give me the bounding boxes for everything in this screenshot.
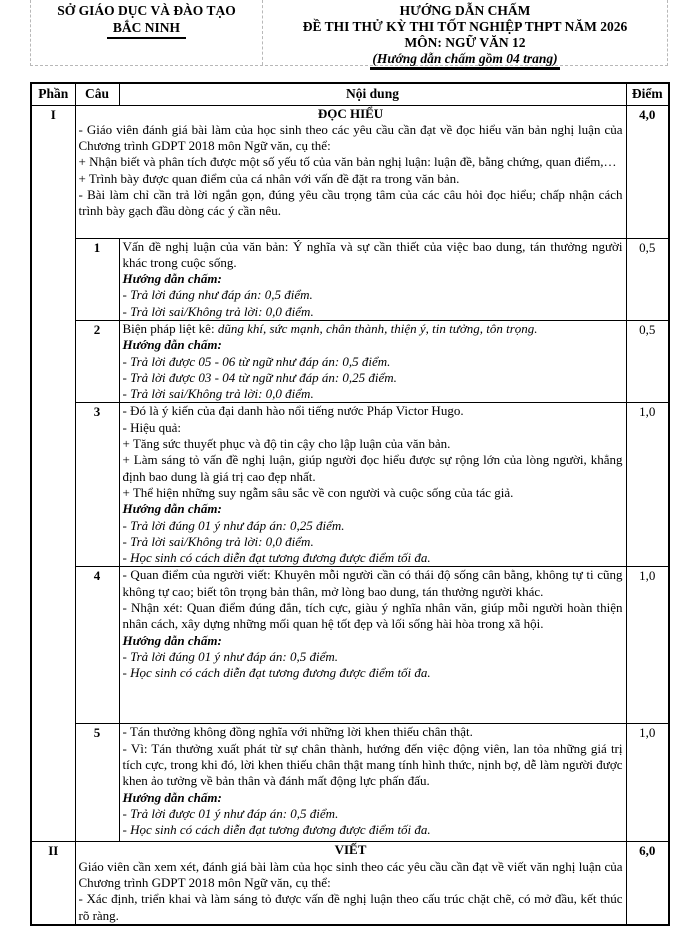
grading-guide-line: - Trả lời sai/Không trả lời: 0,0 điểm. <box>122 533 314 549</box>
section2-paragraph: - Xác định, triển khai và làm sáng tỏ được vấn đề nghị luận theo cấu trúc chặt chẽ, có mở đầu, kết thúc rõ ràng. <box>78 891 623 923</box>
grading-guide-label: Hướng dẫn chấm: <box>122 271 222 287</box>
question2-answer-lead: Biện pháp liệt kê: <box>122 320 218 336</box>
grading-guide-label: Hướng dẫn chấm: <box>122 632 222 648</box>
issuer-province: BẮC NINH <box>107 20 186 39</box>
rubric-table <box>30 82 670 926</box>
question3-number: 3 <box>75 403 119 567</box>
question2-points: 0,5 <box>626 320 669 402</box>
grading-guide-line: - Học sinh có cách diễn đạt tương đương được điểm tối đa. <box>122 822 431 838</box>
question5-answer: - Vì: Tán thưởng xuất phát từ sự chân thành, hướng đến việc động viên, lan tỏa những giá trị tích cực, trong khi đó, lời khen thiếu chân thật mang tính hình thức, nịnh bợ, dễ làm người được khen ảo tưởng về bản thân và đánh mất động lực phấn đấu. <box>122 740 623 789</box>
question4-row <box>31 567 669 724</box>
grading-guide-line: - Trả lời được 05 - 06 từ ngữ như đáp án: 0,5 điểm. <box>122 353 391 369</box>
question4-answer: - Quan điểm của người viết: Khuyên mỗi người cần có thái độ sống cân bằng, không tự ti cũng không tự cao; biết tôn trọng bản thân, mở lòng bao dung, tán thưởng người khác. <box>122 567 623 599</box>
grading-guide-line: - Học sinh có cách diễn đạt tương đương được điểm tối đa. <box>122 665 431 681</box>
question4-number: 4 <box>75 567 119 724</box>
question2-answer-list: dũng khí, sức mạnh, chân thành, thiện ý, tin tưởng, tôn trọng. <box>217 320 538 336</box>
grading-guide-line: - Trả lời được 03 - 04 từ ngữ như đáp án: 0,25 điểm. <box>122 369 397 385</box>
section1-paragraph: - Bài làm chỉ cần trả lời ngắn gọn, đúng yêu cầu trọng tâm của các câu hỏi đọc hiểu; chấp nhận cách trình bày gạch đầu dòng các ý cần nêu. <box>78 186 623 219</box>
section2-title: VIẾT <box>334 842 367 858</box>
question4-answer: - Nhận xét: Quan điểm đúng đắn, tích cực, giàu ý nghĩa nhân văn, giúp mỗi người hoàn thiện nhân cách, xây dựng những mối quan hệ tốt đẹp và lối sống hài hòa trong xã hội. <box>122 600 623 632</box>
section1-title: ĐỌC HIỂU <box>317 105 384 121</box>
question5-number: 5 <box>75 724 119 842</box>
exam-title: ĐỀ THI THỬ KỲ THI TỐT NGHIỆP THPT NĂM 2026 <box>302 19 628 34</box>
grading-guide-line: - Trả lời đúng 01 ý như đáp án: 0,25 điểm. <box>122 517 345 533</box>
section2-points: 6,0 <box>626 842 669 925</box>
section1-paragraph: + Nhận biết và phân tích được một số yếu tố của văn bản nghị luận: luận đề, bằng chứng, quan điểm,… <box>78 154 617 170</box>
section2-paragraph: Giáo viên cần xem xét, đánh giá bài làm của học sinh theo các yêu cầu cần đạt về viết văn nghị luận của Chương trình GDPT 2018 môn Ngữ văn, cụ thể: <box>78 858 623 891</box>
letterhead-issuer <box>31 0 263 65</box>
question1-content-cell <box>119 238 626 320</box>
col-header-content: Nội dung <box>119 83 626 105</box>
section1-points: 4,0 <box>626 105 669 238</box>
col-header-part: Phần <box>31 83 75 105</box>
letterhead <box>30 0 668 66</box>
grading-guide-line: - Trả lời được 01 ý như đáp án: 0,5 điểm. <box>122 805 339 821</box>
section2-part-label: II <box>31 842 75 925</box>
grading-guide-label: Hướng dẫn chấm: <box>122 337 222 353</box>
grading-guide-line: - Trả lời đúng như đáp án: 0,5 điểm. <box>122 287 313 303</box>
grading-guide-line: - Trả lời sai/Không trả lời: 0,0 điểm. <box>122 386 314 402</box>
grading-guide-label: Hướng dẫn chấm: <box>122 789 222 805</box>
question4-content-cell <box>119 567 626 724</box>
question1-answer: Vấn đề nghị luận của văn bản: Ý nghĩa và sự cần thiết của việc bao dung, tán thưởng người khác trong cuộc sống. <box>122 238 623 270</box>
section1-row <box>31 105 669 238</box>
section1-paragraph: - Giáo viên đánh giá bài làm của học sinh theo các yêu cầu cần đạt về đọc hiểu văn bản nghị luận của Chương trình GDPT 2018 môn Ngữ văn, cụ thể: <box>78 121 623 154</box>
letterhead-title-block <box>263 0 667 65</box>
grading-guide-line: - Trả lời sai/Không trả lời: 0,0 điểm. <box>122 303 314 319</box>
page-count-note: (Hướng dẫn chấm gồm 04 trang) <box>370 51 559 70</box>
section2-row <box>31 842 669 925</box>
question5-points: 1,0 <box>626 724 669 842</box>
subject-title: MÔN: NGỮ VĂN 12 <box>404 35 526 50</box>
section2-content-cell <box>75 842 626 925</box>
question5-answer: - Tán thưởng không đồng nghĩa với những lời khen thiếu chân thật. <box>122 724 473 740</box>
question1-row <box>31 238 669 320</box>
question3-answer: + Làm sáng tỏ vấn đề nghị luận, giúp người đọc hiểu được sự rộng lớn của lòng người, khẳng định bao dung là giá trị cao đẹp nhất. <box>122 452 623 484</box>
col-header-question: Câu <box>75 83 119 105</box>
question2-answer <box>123 321 623 337</box>
question5-row <box>31 724 669 842</box>
question5-content-cell <box>119 724 626 842</box>
section1-content-cell <box>75 105 626 238</box>
section1-part-label: I <box>31 105 75 842</box>
question2-number: 2 <box>75 320 119 402</box>
section1-paragraph: + Trình bày được quan điểm của cá nhân với vấn đề đặt ra trong văn bản. <box>78 170 460 186</box>
question3-answer: + Thể hiện những suy ngẫm sâu sắc về con người và cuộc sống của tác giả. <box>122 484 514 500</box>
question3-answer: - Hiệu quả: <box>122 419 181 435</box>
question3-points: 1,0 <box>626 403 669 567</box>
question4-points: 1,0 <box>626 567 669 724</box>
grading-guide-label: Hướng dẫn chấm: <box>122 501 222 517</box>
question3-content-cell <box>119 403 626 567</box>
question1-number: 1 <box>75 238 119 320</box>
table-header-row <box>31 83 669 105</box>
question3-answer: - Đó là ý kiến của đại danh hào nổi tiếng nước Pháp Victor Hugo. <box>122 403 464 419</box>
question1-points: 0,5 <box>626 238 669 320</box>
grading-guide-line: - Học sinh có cách diễn đạt tương đương được điểm tối đa. <box>122 550 431 566</box>
question2-content-cell <box>119 320 626 402</box>
doc-title: HƯỚNG DẪN CHẤM <box>399 3 531 18</box>
issuer-org: SỞ GIÁO DỤC VÀ ĐÀO TẠO <box>57 3 236 18</box>
grading-guide-line: - Trả lời đúng 01 ý như đáp án: 0,5 điểm. <box>122 648 339 664</box>
question2-row <box>31 320 669 402</box>
question3-answer: + Tăng sức thuyết phục và độ tin cậy cho lập luận của văn bản. <box>122 436 451 452</box>
col-header-points: Điểm <box>626 83 669 105</box>
question3-row <box>31 403 669 567</box>
